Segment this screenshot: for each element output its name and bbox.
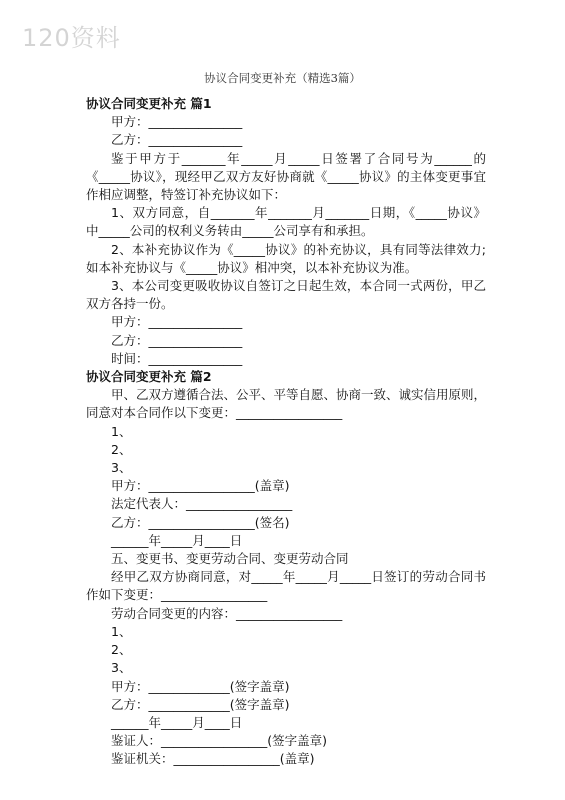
signature-party-b: 乙方：_____________(签字盖章) (111, 696, 290, 712)
section-heading-1: 协议合同变更补充 篇1 (86, 96, 212, 111)
watermark-logo: 120资料 (22, 24, 121, 52)
list-item: 2、 (111, 642, 132, 658)
section-subheading: 五、变更书、变更劳动合同、变更劳动合同 (111, 551, 349, 567)
party-b-line: 乙方：_______________ (111, 132, 243, 148)
paragraph: 鉴于甲方于_______年_____月_____日签署了合同号为______的《_____协议》，现经甲乙双方友好协商就《_____协议》的主体变更事宜作相应调整，特签订补充协议如下： (86, 150, 486, 203)
signature-party-a: 甲方：_______________ (111, 314, 243, 330)
signature-party-a: 甲方：_____________(签字盖章) (111, 678, 290, 694)
legal-representative-line: 法定代表人：_________________ (111, 496, 293, 512)
section-heading-2: 协议合同变更补充 篇2 (86, 369, 212, 385)
document-body (86, 95, 486, 769)
list-item: 2、 (111, 441, 132, 457)
party-b-sign-line: 乙方：_________________(签名) (111, 514, 290, 530)
paragraph: 1、双方同意，自_______年_______月_______日期，《_____协议》中_____公司的权利义务转由_____公司享有和承担。 (86, 205, 486, 239)
paragraph: 3、本公司变更吸收协议自签订之日起生效，本合同一式两份，甲乙双方各持一份。 (86, 278, 486, 312)
list-item: 3、 (111, 660, 132, 676)
list-item: 3、 (111, 460, 132, 476)
witness-line: 鉴证人：_________________(签字盖章) (111, 733, 328, 749)
date-line: ______年_____月____日 (111, 532, 243, 548)
paragraph: 经甲乙双方协商同意，对_____年_____月_____日签订的劳动合同书作如下变更：_________________ (86, 569, 486, 603)
document-title: 协议合同变更补充（精选3篇） (204, 71, 361, 85)
change-content-label: 劳动合同变更的内容：_________________ (111, 605, 343, 621)
party-a-line: 甲方：_______________ (111, 114, 243, 130)
party-a-seal-line: 甲方：_________________(盖章) (111, 478, 290, 494)
list-item: 1、 (111, 623, 132, 639)
paragraph: 2、本补充协议作为《_____协议》的补充协议，具有同等法律效力;如本补充协议与《_____协议》相冲突，以本补充协议为准。 (86, 241, 486, 275)
date-line: ______年_____月____日 (111, 714, 243, 730)
signature-time: 时间：_______________ (111, 350, 243, 366)
paragraph: 甲、乙双方遵循合法、公平、平等自愿、协商一致、诚实信用原则，同意对本合同作以下变更：_________________ (86, 387, 487, 421)
witness-organization-line: 鉴证机关：_________________(盖章) (111, 751, 315, 767)
list-item: 1、 (111, 423, 132, 439)
signature-party-b: 乙方：_______________ (111, 332, 243, 348)
